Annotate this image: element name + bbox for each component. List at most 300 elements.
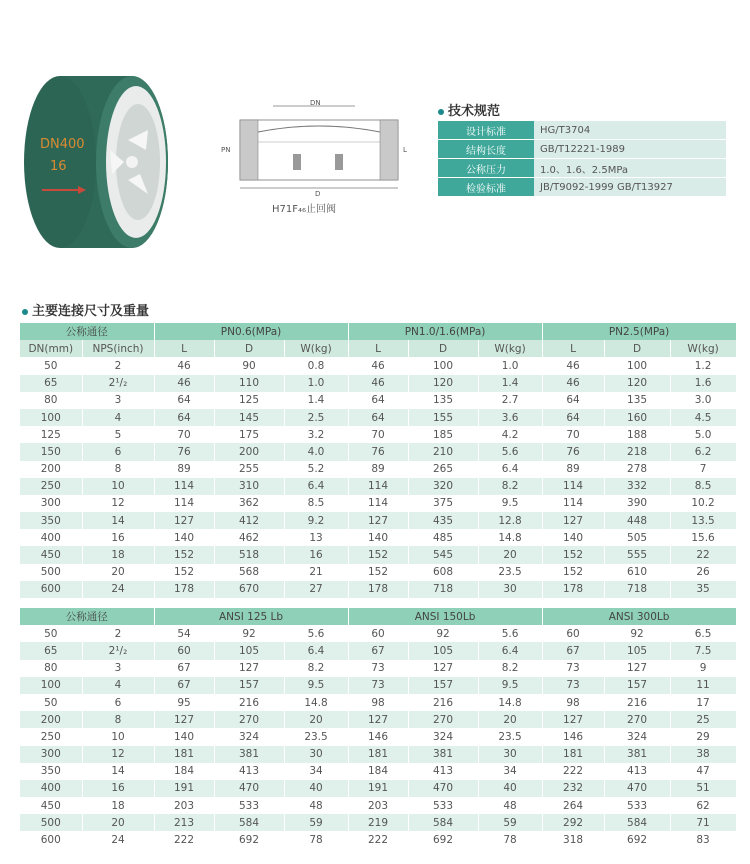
table-cell: 54 <box>154 625 214 642</box>
dim-l: L <box>403 146 407 154</box>
table-cell: 222 <box>542 763 604 780</box>
table-row <box>20 495 736 512</box>
table-cell: 450 <box>20 546 82 563</box>
spec-key: 结构长度 <box>438 140 534 159</box>
table-cell: 219 <box>348 814 408 831</box>
table-cell: 152 <box>154 564 214 581</box>
table-cell: D <box>214 340 284 357</box>
table-cell: 5.0 <box>670 426 736 443</box>
table-cell: 413 <box>214 763 284 780</box>
table-cell: 381 <box>604 746 670 763</box>
table-cell: 34 <box>478 763 542 780</box>
table-cell: 6.4 <box>284 478 348 495</box>
table-cell: 16 <box>284 546 348 563</box>
table-cell: 70 <box>542 426 604 443</box>
table-cell: 400 <box>20 780 82 797</box>
table-cell: 127 <box>348 711 408 728</box>
table-cell: 324 <box>604 728 670 745</box>
table-cell: 14.8 <box>284 694 348 711</box>
table-cell: 100 <box>20 409 82 426</box>
dims-title-text: 主要连接尺寸及重量 <box>32 304 150 319</box>
table-cell: 20 <box>284 711 348 728</box>
table-row <box>20 694 736 711</box>
table-cell: 127 <box>214 660 284 677</box>
table-cell: 135 <box>408 392 478 409</box>
table-cell: 222 <box>348 831 408 848</box>
table-cell: 76 <box>154 443 214 460</box>
table-cell: 95 <box>154 694 214 711</box>
table-cell: 12.8 <box>478 512 542 529</box>
table-row <box>20 375 736 392</box>
table-cell: 568 <box>214 564 284 581</box>
table-cell: 2 <box>82 625 154 642</box>
table-row <box>20 660 736 677</box>
table-cell: 278 <box>604 461 670 478</box>
table-cell: 10 <box>82 728 154 745</box>
spec-key: 公称压力 <box>438 159 534 178</box>
spec-value: JB/T9092-1999 GB/T13927 <box>534 178 726 197</box>
dim-d: D <box>315 190 321 198</box>
table-row <box>20 797 736 814</box>
table-row <box>20 831 736 848</box>
spec-table <box>438 121 726 197</box>
table-cell: 181 <box>542 746 604 763</box>
bullet-icon <box>22 309 28 315</box>
table-cell: 584 <box>408 814 478 831</box>
table-cell: 255 <box>214 461 284 478</box>
table-cell: 610 <box>604 564 670 581</box>
table-cell: 413 <box>408 763 478 780</box>
table-cell: 73 <box>542 660 604 677</box>
table-cell: 191 <box>154 780 214 797</box>
table-cell: 59 <box>284 814 348 831</box>
table-cell: 3 <box>82 660 154 677</box>
table-cell: 670 <box>214 581 284 598</box>
table-cell: 4.0 <box>284 443 348 460</box>
table-cell: 2¹/₂ <box>82 642 154 659</box>
spec-value: GB/T12221-1989 <box>534 140 726 159</box>
spec-row <box>438 140 726 159</box>
table-cell: 120 <box>604 375 670 392</box>
table-cell: 110 <box>214 375 284 392</box>
table-cell: 1.4 <box>478 375 542 392</box>
table-cell: 7 <box>670 461 736 478</box>
table-cell: 265 <box>408 461 478 478</box>
table-cell: 152 <box>348 564 408 581</box>
table-cell: 18 <box>82 546 154 563</box>
table-cell: 718 <box>604 581 670 598</box>
table-cell: 73 <box>348 677 408 694</box>
table-cell: 2¹/₂ <box>82 375 154 392</box>
photo-marking-pn: 16 <box>50 159 67 174</box>
table-cell: 35 <box>670 581 736 598</box>
table-spacer <box>20 598 736 608</box>
table-cell: 518 <box>214 546 284 563</box>
table-cell: 485 <box>408 529 478 546</box>
table-cell: 92 <box>408 625 478 642</box>
table-cell: 114 <box>154 478 214 495</box>
table-cell: D <box>604 340 670 357</box>
table-cell: 692 <box>214 831 284 848</box>
table-cell: 6.4 <box>478 461 542 478</box>
table-cell: 8.2 <box>284 660 348 677</box>
table-cell: 175 <box>214 426 284 443</box>
table-cell: 64 <box>154 392 214 409</box>
table-cell: L <box>542 340 604 357</box>
table-cell: 292 <box>542 814 604 831</box>
table-cell: 125 <box>20 426 82 443</box>
table-cell: 10.2 <box>670 495 736 512</box>
table-cell: 435 <box>408 512 478 529</box>
table-cell: 320 <box>408 478 478 495</box>
table-cell: 62 <box>670 797 736 814</box>
table-cell: ANSI 125 Lb <box>154 608 348 625</box>
table-cell: 59 <box>478 814 542 831</box>
table-cell: 332 <box>604 478 670 495</box>
table-cell: 46 <box>348 357 408 374</box>
table-cell: 250 <box>20 728 82 745</box>
table-cell: 9.5 <box>284 677 348 694</box>
spec-row <box>438 178 726 197</box>
table-cell: 188 <box>604 426 670 443</box>
table-cell: 30 <box>478 581 542 598</box>
table-cell: 362 <box>214 495 284 512</box>
table-cell: 89 <box>542 461 604 478</box>
table-cell: 20 <box>478 546 542 563</box>
table-cell: 14.8 <box>478 694 542 711</box>
table-cell: 20 <box>82 814 154 831</box>
table-cell: 127 <box>408 660 478 677</box>
table-cell: 64 <box>154 409 214 426</box>
table-spacer-cell <box>20 598 736 608</box>
table-cell: 127 <box>542 512 604 529</box>
spec-row <box>438 121 726 140</box>
table-cell: 18 <box>82 797 154 814</box>
table-cell: 608 <box>408 564 478 581</box>
table-cell: 533 <box>408 797 478 814</box>
table-cell: 70 <box>154 426 214 443</box>
table-cell: 13 <box>284 529 348 546</box>
table-cell: 15.6 <box>670 529 736 546</box>
table-cell: 80 <box>20 392 82 409</box>
table-cell: 218 <box>604 443 670 460</box>
table-cell: 27 <box>284 581 348 598</box>
table-cell: 6.4 <box>478 642 542 659</box>
table-cell: 17 <box>670 694 736 711</box>
table-cell: 14 <box>82 512 154 529</box>
table-cell: 9 <box>670 660 736 677</box>
table-cell: 20 <box>478 711 542 728</box>
table-cell: 152 <box>154 546 214 563</box>
table-cell: 26 <box>670 564 736 581</box>
table-cell: 448 <box>604 512 670 529</box>
table-cell: 140 <box>154 529 214 546</box>
table-cell: 46 <box>154 357 214 374</box>
table-cell: 114 <box>348 478 408 495</box>
table-cell: 692 <box>408 831 478 848</box>
table-row <box>20 392 736 409</box>
table-cell: 71 <box>670 814 736 831</box>
table-cell: 127 <box>348 512 408 529</box>
table-cell: 1.0 <box>284 375 348 392</box>
table-cell: 200 <box>214 443 284 460</box>
table-cell: 90 <box>214 357 284 374</box>
table-cell: 216 <box>214 694 284 711</box>
table-cell: 6 <box>82 443 154 460</box>
table-cell: 140 <box>154 728 214 745</box>
table-row <box>20 677 736 694</box>
table-cell: 5.2 <box>284 461 348 478</box>
table-cell: 4.5 <box>670 409 736 426</box>
table-row <box>20 625 736 642</box>
table-cell: 78 <box>284 831 348 848</box>
table-cell: 324 <box>214 728 284 745</box>
table-row <box>20 529 736 546</box>
table-cell: 400 <box>20 529 82 546</box>
table-cell: 181 <box>348 746 408 763</box>
table-cell: 8.2 <box>478 478 542 495</box>
table-cell: 203 <box>348 797 408 814</box>
table-cell: 16 <box>82 780 154 797</box>
table-cell: 6.2 <box>670 443 736 460</box>
table-cell: 1.0 <box>478 357 542 374</box>
table-cell: 64 <box>348 409 408 426</box>
table-cell: 92 <box>214 625 284 642</box>
table-cell: 14 <box>82 763 154 780</box>
table-cell: 191 <box>348 780 408 797</box>
table-cell: 127 <box>542 711 604 728</box>
spec-title <box>438 100 500 119</box>
table-cell: 8.2 <box>478 660 542 677</box>
table-row <box>20 711 736 728</box>
table-cell: 114 <box>542 478 604 495</box>
table-cell: 114 <box>348 495 408 512</box>
table-cell: 500 <box>20 564 82 581</box>
table-cell: D <box>408 340 478 357</box>
table-cell: 89 <box>154 461 214 478</box>
spec-row <box>438 159 726 178</box>
table-cell: 500 <box>20 814 82 831</box>
table-cell: 64 <box>542 392 604 409</box>
table-row <box>20 461 736 478</box>
table-cell: 600 <box>20 831 82 848</box>
table-cell: 178 <box>154 581 214 598</box>
table-cell: 73 <box>542 677 604 694</box>
table-cell: 270 <box>408 711 478 728</box>
table-cell: 25 <box>670 711 736 728</box>
table-cell: 46 <box>348 375 408 392</box>
spec-key: 检验标准 <box>438 178 534 197</box>
table-cell: 67 <box>542 642 604 659</box>
spec-value: HG/T3704 <box>534 121 726 140</box>
table-cell: 125 <box>214 392 284 409</box>
table-cell: 64 <box>348 392 408 409</box>
table-cell: 216 <box>408 694 478 711</box>
table-cell: 6.4 <box>284 642 348 659</box>
table-cell: 100 <box>20 677 82 694</box>
dim-pn: PN <box>221 146 231 154</box>
table-cell: 120 <box>408 375 478 392</box>
table-row <box>20 728 736 745</box>
table-cell: 2.7 <box>478 392 542 409</box>
table-cell: 584 <box>604 814 670 831</box>
table-cell: 公称通径 <box>20 608 154 625</box>
table-cell: 185 <box>408 426 478 443</box>
table-cell: 6.5 <box>670 625 736 642</box>
table-cell: 545 <box>408 546 478 563</box>
table-cell: 157 <box>214 677 284 694</box>
table-cell: 160 <box>604 409 670 426</box>
table-cell: 105 <box>408 642 478 659</box>
table-cell: 264 <box>542 797 604 814</box>
table-cell: 127 <box>604 660 670 677</box>
table-cell: 300 <box>20 746 82 763</box>
table-cell: 3.2 <box>284 426 348 443</box>
table-row <box>20 746 736 763</box>
spec-title-text: 技术规范 <box>448 104 501 119</box>
table-cell: 30 <box>478 746 542 763</box>
table-cell: L <box>154 340 214 357</box>
table-cell: 50 <box>20 357 82 374</box>
table-cell: 155 <box>408 409 478 426</box>
table-cell: 555 <box>604 546 670 563</box>
table-cell: 222 <box>154 831 214 848</box>
table-cell: 50 <box>20 694 82 711</box>
spec-key: 设计标准 <box>438 121 534 140</box>
table-cell: 8.5 <box>284 495 348 512</box>
table-cell: 412 <box>214 512 284 529</box>
table-cell: 200 <box>20 711 82 728</box>
table-row <box>20 357 736 374</box>
table-cell: 60 <box>154 642 214 659</box>
table-cell: 127 <box>154 512 214 529</box>
table-cell: 4.2 <box>478 426 542 443</box>
table-cell: L <box>348 340 408 357</box>
dims-title <box>22 300 149 319</box>
table-cell: 46 <box>542 357 604 374</box>
table-cell: 470 <box>408 780 478 797</box>
table-cell: 67 <box>348 642 408 659</box>
table-cell: 250 <box>20 478 82 495</box>
table-cell: 375 <box>408 495 478 512</box>
table-cell: 318 <box>542 831 604 848</box>
table-cell: 216 <box>604 694 670 711</box>
table-cell: 0.8 <box>284 357 348 374</box>
table-cell: 1.2 <box>670 357 736 374</box>
table-cell: 232 <box>542 780 604 797</box>
table-cell: 146 <box>542 728 604 745</box>
dimensions-table <box>20 323 737 849</box>
table-cell: 184 <box>154 763 214 780</box>
table-cell: 5.6 <box>478 443 542 460</box>
table-cell: 200 <box>20 461 82 478</box>
table-cell: 30 <box>284 746 348 763</box>
table-cell: 40 <box>478 780 542 797</box>
table-cell: 350 <box>20 512 82 529</box>
table-cell: 140 <box>348 529 408 546</box>
table-row <box>20 814 736 831</box>
table-cell: PN2.5(MPa) <box>542 323 736 340</box>
table-cell: 381 <box>408 746 478 763</box>
table-cell: 3.6 <box>478 409 542 426</box>
table-cell: 29 <box>670 728 736 745</box>
table-cell: 83 <box>670 831 736 848</box>
table-cell: PN0.6(MPa) <box>154 323 348 340</box>
table-row <box>20 409 736 426</box>
table-cell: 8 <box>82 461 154 478</box>
table-cell: 381 <box>214 746 284 763</box>
table-cell: 100 <box>408 357 478 374</box>
table-cell: 4 <box>82 409 154 426</box>
table-row <box>20 642 736 659</box>
table-cell: 390 <box>604 495 670 512</box>
table-cell: 114 <box>542 495 604 512</box>
table-cell: 21 <box>284 564 348 581</box>
table-cell: 92 <box>604 625 670 642</box>
table-cell: 20 <box>82 564 154 581</box>
table-cell: 1.4 <box>284 392 348 409</box>
table-row <box>20 780 736 797</box>
table-cell: 3.0 <box>670 392 736 409</box>
table-cell: ANSI 150Lb <box>348 608 542 625</box>
table-cell: 16 <box>82 529 154 546</box>
table-cell: 3 <box>82 392 154 409</box>
table-cell: 65 <box>20 642 82 659</box>
table-cell: 310 <box>214 478 284 495</box>
table-cell: 6 <box>82 694 154 711</box>
table-cell: 533 <box>604 797 670 814</box>
table-cell: 184 <box>348 763 408 780</box>
table-cell: 67 <box>154 660 214 677</box>
table-cell: 22 <box>670 546 736 563</box>
table-cell: W(kg) <box>478 340 542 357</box>
table-cell: 5.6 <box>284 625 348 642</box>
table-cell: 24 <box>82 831 154 848</box>
table-cell: 4 <box>82 677 154 694</box>
table-cell: 178 <box>348 581 408 598</box>
table-cell: 9.2 <box>284 512 348 529</box>
dim-dn: DN <box>310 100 321 107</box>
table-cell: 48 <box>284 797 348 814</box>
table-cell: 135 <box>604 392 670 409</box>
bullet-icon <box>438 109 444 115</box>
table-cell: 127 <box>154 711 214 728</box>
table-row <box>20 426 736 443</box>
table-cell: 146 <box>348 728 408 745</box>
table-cell: 145 <box>214 409 284 426</box>
valve-photo <box>20 70 170 250</box>
table-cell: DN(mm) <box>20 340 82 357</box>
table-row <box>20 581 736 598</box>
table-cell: 12 <box>82 746 154 763</box>
table-cell: 413 <box>604 763 670 780</box>
table-cell: 98 <box>542 694 604 711</box>
table-cell: 23.5 <box>284 728 348 745</box>
table-row <box>20 443 736 460</box>
table-cell: 157 <box>408 677 478 694</box>
table-cell: 152 <box>542 546 604 563</box>
table-cell: 89 <box>348 461 408 478</box>
table-row <box>20 546 736 563</box>
table-cell: 14.8 <box>478 529 542 546</box>
table-cell: 7.5 <box>670 642 736 659</box>
table-cell: 178 <box>542 581 604 598</box>
table-cell: 270 <box>604 711 670 728</box>
table-cell: 8.5 <box>670 478 736 495</box>
table-row <box>20 512 736 529</box>
table-cell: W(kg) <box>284 340 348 357</box>
table-cell: 47 <box>670 763 736 780</box>
